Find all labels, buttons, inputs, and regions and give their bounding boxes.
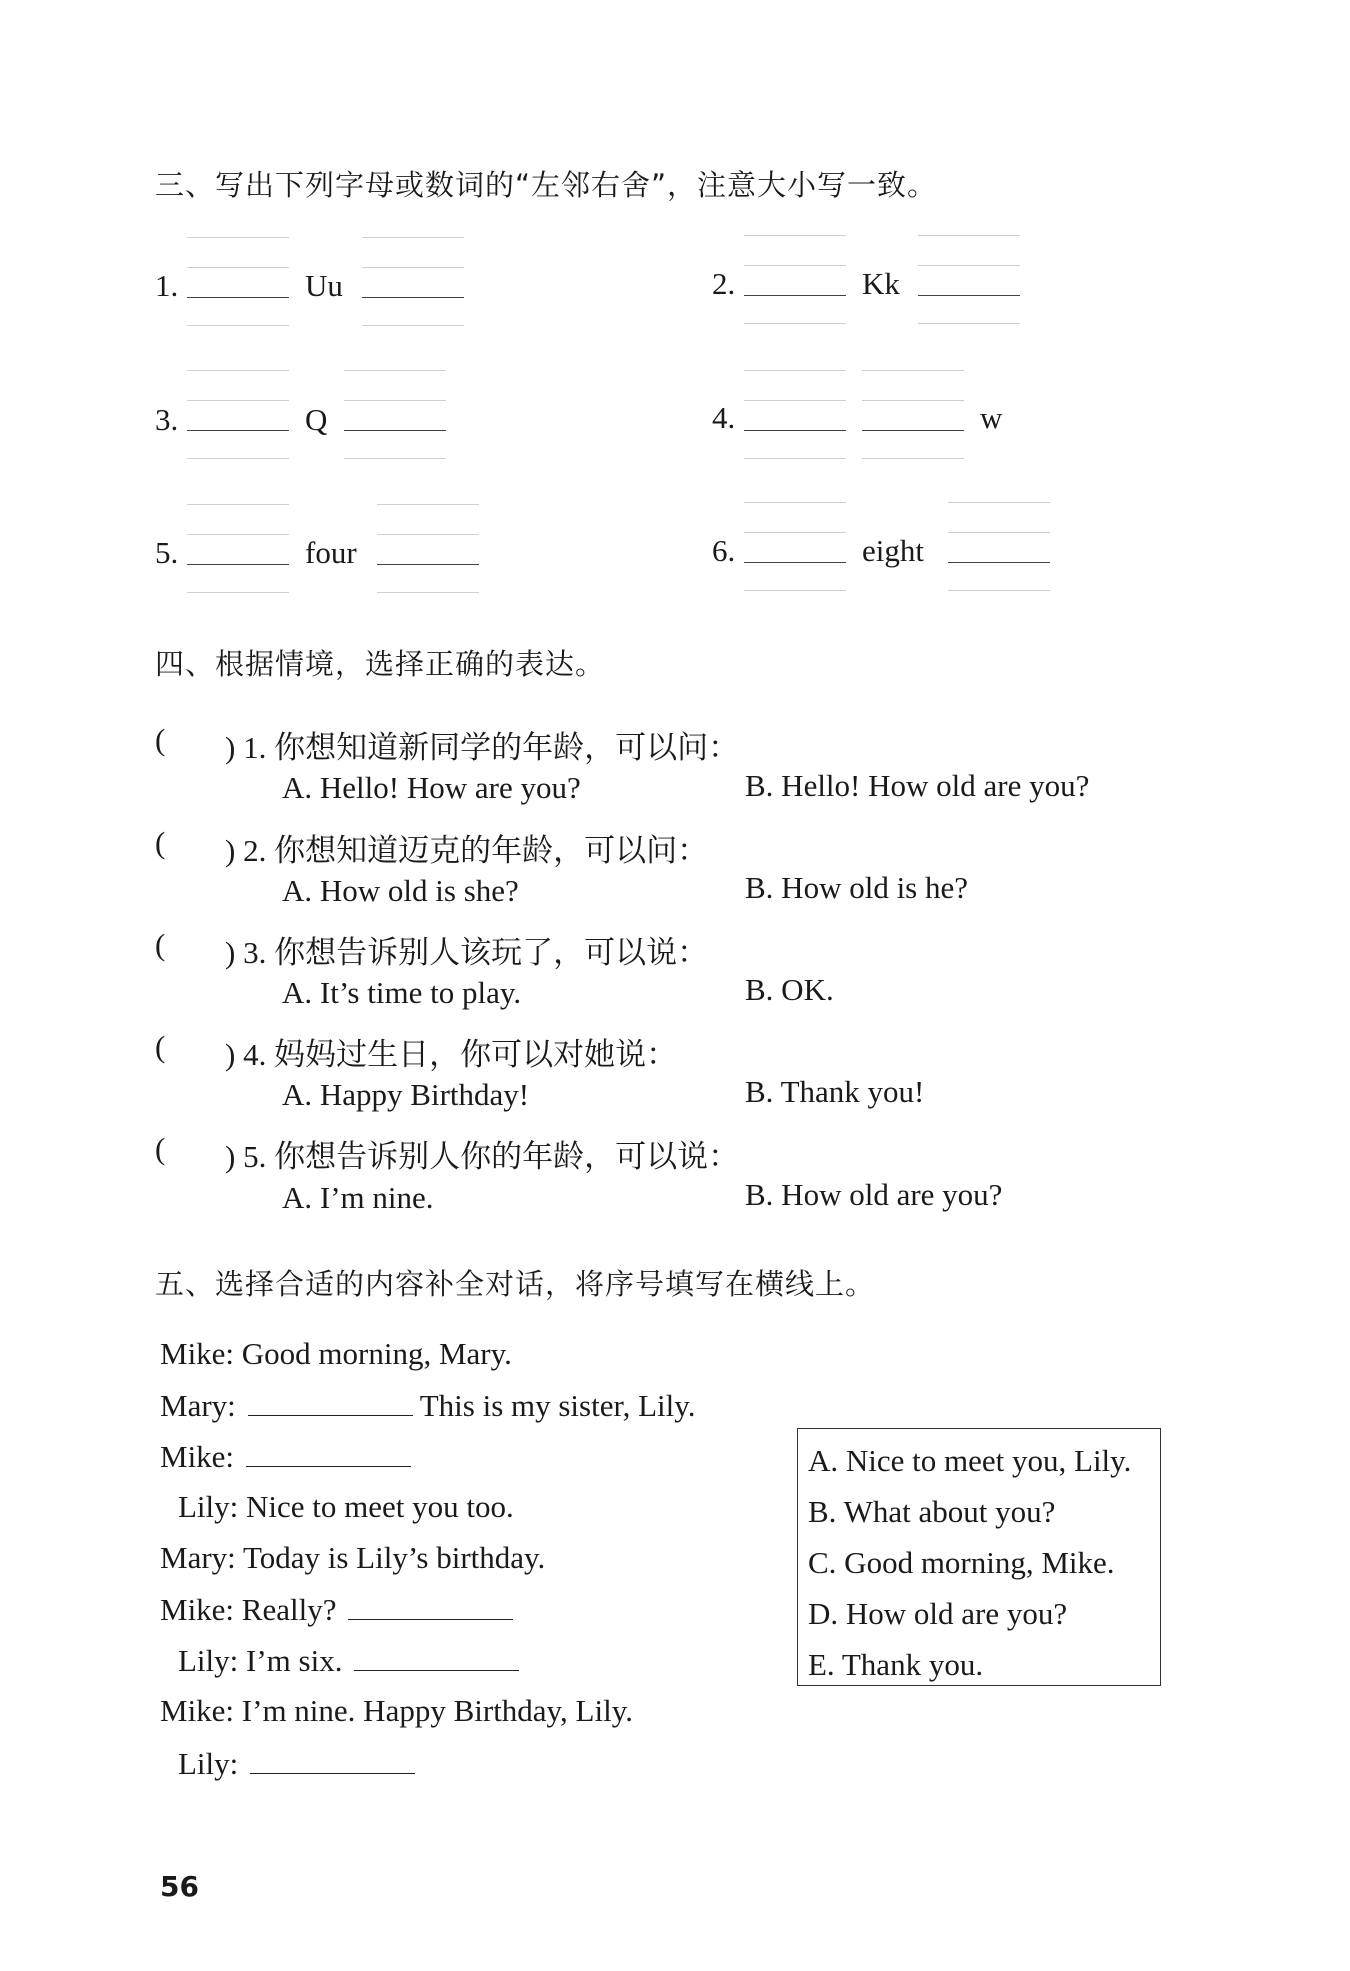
item-6-number: 6. (712, 533, 736, 568)
answer-slot-3[interactable]: ( (155, 927, 166, 962)
dialog-line-6 (160, 1591, 513, 1628)
question-5-option-b: B. How old are you? (745, 1177, 1003, 1212)
dialog-blank-2[interactable] (246, 1438, 411, 1467)
dialog-line-7 (178, 1642, 519, 1679)
choice-d: D. How old are you? (808, 1596, 1068, 1631)
dialog-line-5 (160, 1540, 545, 1576)
dialog-line-8-text: Mike: I’m nine. Happy Birthday, Lily. (160, 1693, 633, 1728)
item-4-second-blank[interactable] (862, 370, 964, 480)
answer-slot-2[interactable]: ( (155, 825, 166, 860)
item-2-right-blank[interactable] (918, 235, 1020, 345)
dialog-line-1 (160, 1336, 512, 1372)
dialog-line-4-text: Lily: Nice to meet you too. (178, 1489, 514, 1524)
question-4-option-a: A. Happy Birthday! (282, 1077, 530, 1112)
dialog-line-8 (160, 1693, 633, 1729)
question-5-text: ) 5. 你想告诉别人你的年龄，可以说： (225, 1139, 740, 1174)
dialog-line-2-speaker: Mary: (160, 1388, 236, 1423)
dialog-line-9 (178, 1745, 415, 1782)
dialog-blank-4[interactable] (354, 1642, 519, 1671)
question-2-text: ) 2. 你想知道迈克的年龄，可以问： (225, 833, 709, 868)
question-5-option-a: A. I’m nine. (282, 1180, 434, 1215)
item-2-number: 2. (712, 266, 736, 301)
choice-a: A. Nice to meet you, Lily. (808, 1443, 1132, 1478)
question-1-option-b: B. Hello! How old are you? (745, 768, 1090, 803)
item-4-first-blank[interactable] (744, 370, 846, 480)
dialog-line-2 (160, 1387, 695, 1424)
choice-box (797, 1428, 1161, 1686)
answer-slot-1[interactable]: ( (155, 722, 166, 757)
choice-e: E. Thank you. (808, 1647, 984, 1682)
dialog-blank-1[interactable] (248, 1387, 413, 1416)
item-1-right-blank[interactable] (362, 237, 464, 347)
item-5-number: 5. (155, 535, 179, 570)
question-1-option-a: A. Hello! How are you? (282, 770, 581, 805)
question-4-text: ) 4. 妈妈过生日，你可以对她说： (225, 1037, 678, 1072)
answer-slot-4[interactable]: ( (155, 1029, 166, 1064)
dialog-line-9-speaker: Lily: (178, 1746, 239, 1781)
dialog-line-5-text: Mary: Today is Lily’s birthday. (160, 1540, 546, 1575)
item-1-number: 1. (155, 268, 179, 303)
question-3-option-b: B. OK. (745, 972, 834, 1007)
item-3-word: Q (305, 402, 328, 437)
item-4-number: 4. (712, 400, 736, 435)
dialog-line-7-text: Lily: I’m six. (178, 1643, 343, 1678)
item-3-number: 3. (155, 402, 179, 437)
section-4-title: 四、根据情境，选择正确的表达。 (155, 647, 606, 681)
item-5-word: four (305, 535, 357, 570)
item-5-right-blank[interactable] (377, 504, 479, 614)
item-6-word: eight (862, 533, 924, 568)
dialog-line-2-text: This is my sister, Lily. (419, 1388, 696, 1423)
choice-b: B. What about you? (808, 1494, 1056, 1529)
item-1-left-blank[interactable] (187, 237, 289, 347)
answer-slot-5[interactable]: ( (155, 1131, 166, 1166)
question-2-option-a: A. How old is she? (282, 873, 519, 908)
dialog-blank-3[interactable] (348, 1591, 513, 1620)
dialog-line-6-text: Mike: Really? (160, 1592, 337, 1627)
item-5-left-blank[interactable] (187, 504, 289, 614)
question-3-text: ) 3. 你想告诉别人该玩了，可以说： (225, 935, 709, 970)
choice-c: C. Good morning, Mike. (808, 1545, 1115, 1580)
item-2-left-blank[interactable] (744, 235, 846, 345)
dialog-line-4 (178, 1489, 514, 1525)
question-2-option-b: B. How old is he? (745, 870, 969, 905)
dialog-line-1-text: Mike: Good morning, Mary. (160, 1336, 512, 1371)
item-3-right-blank[interactable] (344, 370, 446, 480)
item-3-left-blank[interactable] (187, 370, 289, 480)
item-6-left-blank[interactable] (744, 502, 846, 612)
dialog-line-3 (160, 1438, 411, 1475)
section-5-title: 五、选择合适的内容补全对话，将序号填写在横线上。 (155, 1267, 876, 1301)
dialog-blank-5[interactable] (250, 1745, 415, 1774)
item-6-right-blank[interactable] (948, 502, 1050, 612)
question-1-text: ) 1. 你想知道新同学的年龄，可以问： (225, 730, 740, 765)
section-3-title: 三、写出下列字母或数词的“左邻右舍”，注意大小写一致。 (155, 168, 938, 202)
item-2-word: Kk (862, 266, 900, 301)
question-3-option-a: A. It’s time to play. (282, 975, 522, 1010)
question-4-option-b: B. Thank you! (745, 1074, 925, 1109)
dialog-line-3-speaker: Mike: (160, 1439, 235, 1474)
item-1-word: Uu (305, 268, 343, 303)
page-number: 56 (160, 1870, 199, 1903)
item-4-word: w (980, 400, 1003, 435)
